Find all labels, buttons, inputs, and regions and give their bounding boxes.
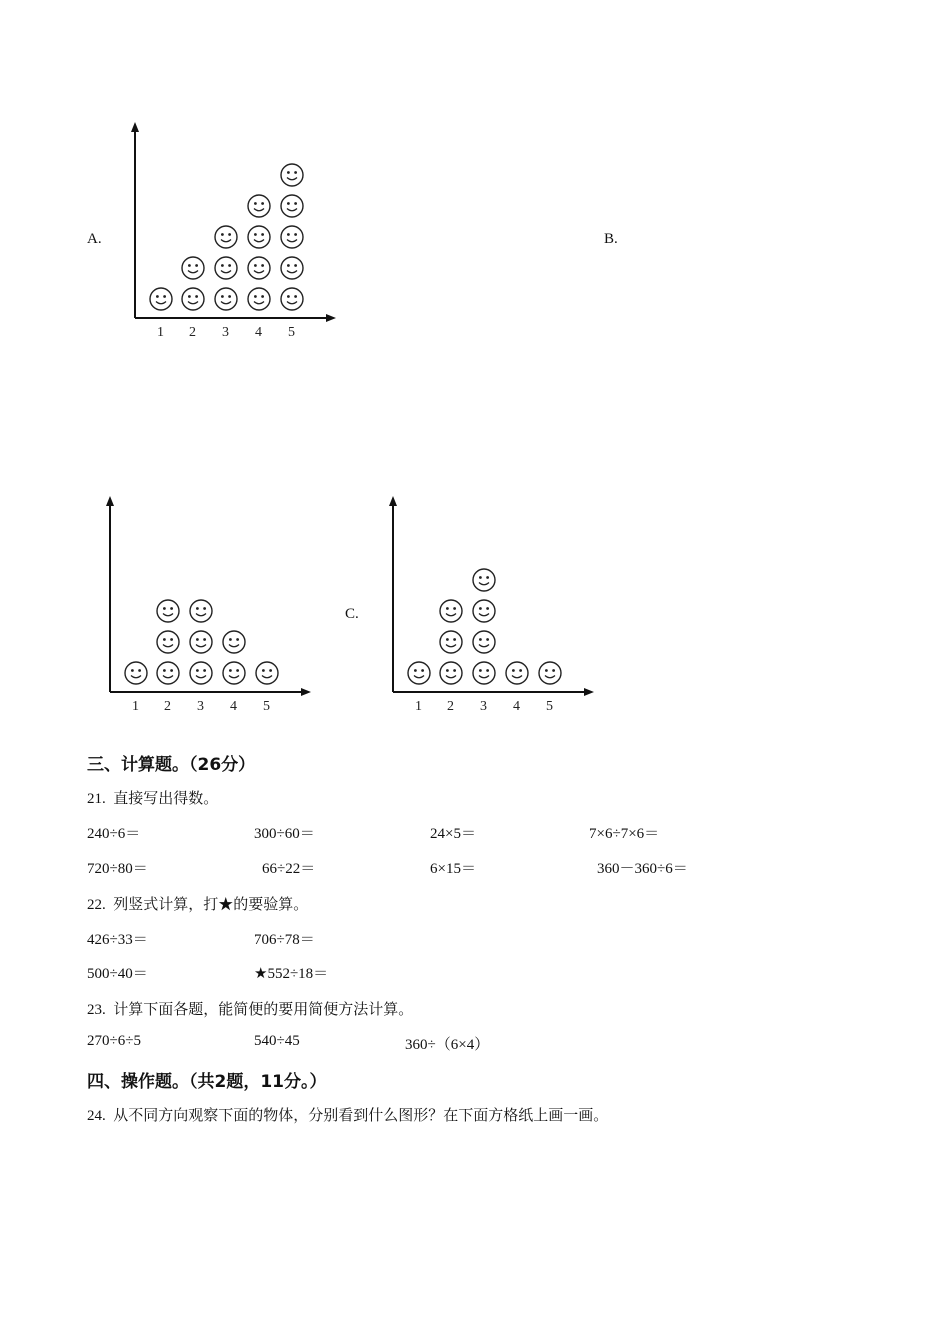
x-axis-arrow (301, 688, 311, 696)
smiley-icon (539, 662, 561, 684)
smiley-icon (281, 257, 303, 279)
smiley-icon (440, 662, 462, 684)
x-tick-label: 5 (546, 699, 553, 714)
expression: ★552÷18＝ (254, 966, 329, 982)
expression: 360÷（6×4） (405, 1037, 490, 1053)
smiley-icon (506, 662, 528, 684)
option-c-label: C. (345, 606, 359, 622)
smiley-icon (190, 600, 212, 622)
y-axis-arrow (389, 496, 397, 506)
smiley-icon (223, 631, 245, 653)
question-number: 22. (87, 897, 106, 913)
question-number: 24. (87, 1108, 106, 1124)
question-text: 列竖式计算，打★的要验算。 (113, 897, 309, 913)
expression: 360－360÷6＝ (597, 861, 688, 877)
question-number: 21. (87, 791, 106, 807)
x-tick-label: 2 (189, 325, 196, 340)
smiley-icon (125, 662, 147, 684)
question-21 (87, 787, 218, 808)
question-22 (87, 893, 308, 914)
x-tick-label: 1 (415, 699, 422, 714)
question-23 (87, 998, 413, 1019)
expression: 540÷45 (254, 1033, 300, 1049)
smiley-icon (215, 226, 237, 248)
smiley-icon (182, 257, 204, 279)
smiley-icon (473, 662, 495, 684)
option-a-label: A. (87, 231, 102, 247)
expression: 500÷40＝ (87, 966, 148, 982)
question-24 (87, 1104, 608, 1125)
smiley-icon (281, 164, 303, 186)
expression: 270÷6÷5 (87, 1033, 141, 1049)
expression: 6×15＝ (430, 861, 476, 877)
y-axis-arrow (131, 122, 139, 132)
smiley-icon (473, 631, 495, 653)
x-tick-label: 4 (513, 699, 520, 714)
smiley-icon (223, 662, 245, 684)
x-tick-label: 1 (132, 699, 139, 714)
x-axis-arrow (584, 688, 594, 696)
x-tick-label: 3 (222, 325, 229, 340)
question-number: 23. (87, 1002, 106, 1018)
expression: 7×6÷7×6＝ (589, 826, 660, 842)
smiley-icon (157, 600, 179, 622)
x-tick-label: 5 (263, 699, 270, 714)
smiley-icon (440, 600, 462, 622)
question-text: 计算下面各题，能简便的要用简便方法计算。 (113, 1002, 414, 1018)
x-tick-label: 5 (288, 325, 295, 340)
smiley-icon (281, 226, 303, 248)
smiley-icon (215, 257, 237, 279)
smiley-icon (150, 288, 172, 310)
smiley-icon (182, 288, 204, 310)
smiley-icon (248, 195, 270, 217)
x-tick-label: 2 (164, 699, 171, 714)
smiley-icon (248, 288, 270, 310)
smiley-icon (281, 288, 303, 310)
y-axis-arrow (106, 496, 114, 506)
smiley-icon (440, 631, 462, 653)
expression: 24×5＝ (430, 826, 476, 842)
x-tick-label: 3 (197, 699, 204, 714)
smiley-icon (157, 631, 179, 653)
x-tick-label: 4 (255, 325, 262, 340)
smiley-icon (473, 600, 495, 622)
smiley-icon (248, 226, 270, 248)
expression: 720÷80＝ (87, 861, 148, 877)
expression: 66÷22＝ (262, 861, 316, 877)
x-tick-label: 3 (480, 699, 487, 714)
option-b-label: B. (604, 231, 618, 247)
section-3-heading: 三、计算题。（26分） (87, 755, 256, 775)
question-text: 从不同方向观察下面的物体，分别看到什么图形？在下面方格纸上画一画。 (113, 1108, 609, 1124)
x-axis-arrow (326, 314, 336, 322)
question-text: 直接写出得数。 (113, 791, 219, 807)
expression: 240÷6＝ (87, 826, 141, 842)
smiley-icon (215, 288, 237, 310)
smiley-icon (281, 195, 303, 217)
section-4-heading: 四、操作题。（共2题，11分。） (87, 1072, 327, 1092)
pictograph-b (95, 492, 325, 722)
x-tick-label: 4 (230, 699, 237, 714)
smiley-icon (408, 662, 430, 684)
expression: 300÷60＝ (254, 826, 315, 842)
x-tick-label: 1 (157, 325, 164, 340)
pictograph-a (120, 118, 350, 348)
expression: 426÷33＝ (87, 932, 148, 948)
smiley-icon (256, 662, 278, 684)
smiley-icon (190, 662, 212, 684)
smiley-icon (157, 662, 179, 684)
expression: 706÷78＝ (254, 932, 315, 948)
x-tick-label: 2 (447, 699, 454, 714)
smiley-icon (190, 631, 212, 653)
pictograph-c (378, 492, 608, 722)
smiley-icon (473, 569, 495, 591)
smiley-icon (248, 257, 270, 279)
